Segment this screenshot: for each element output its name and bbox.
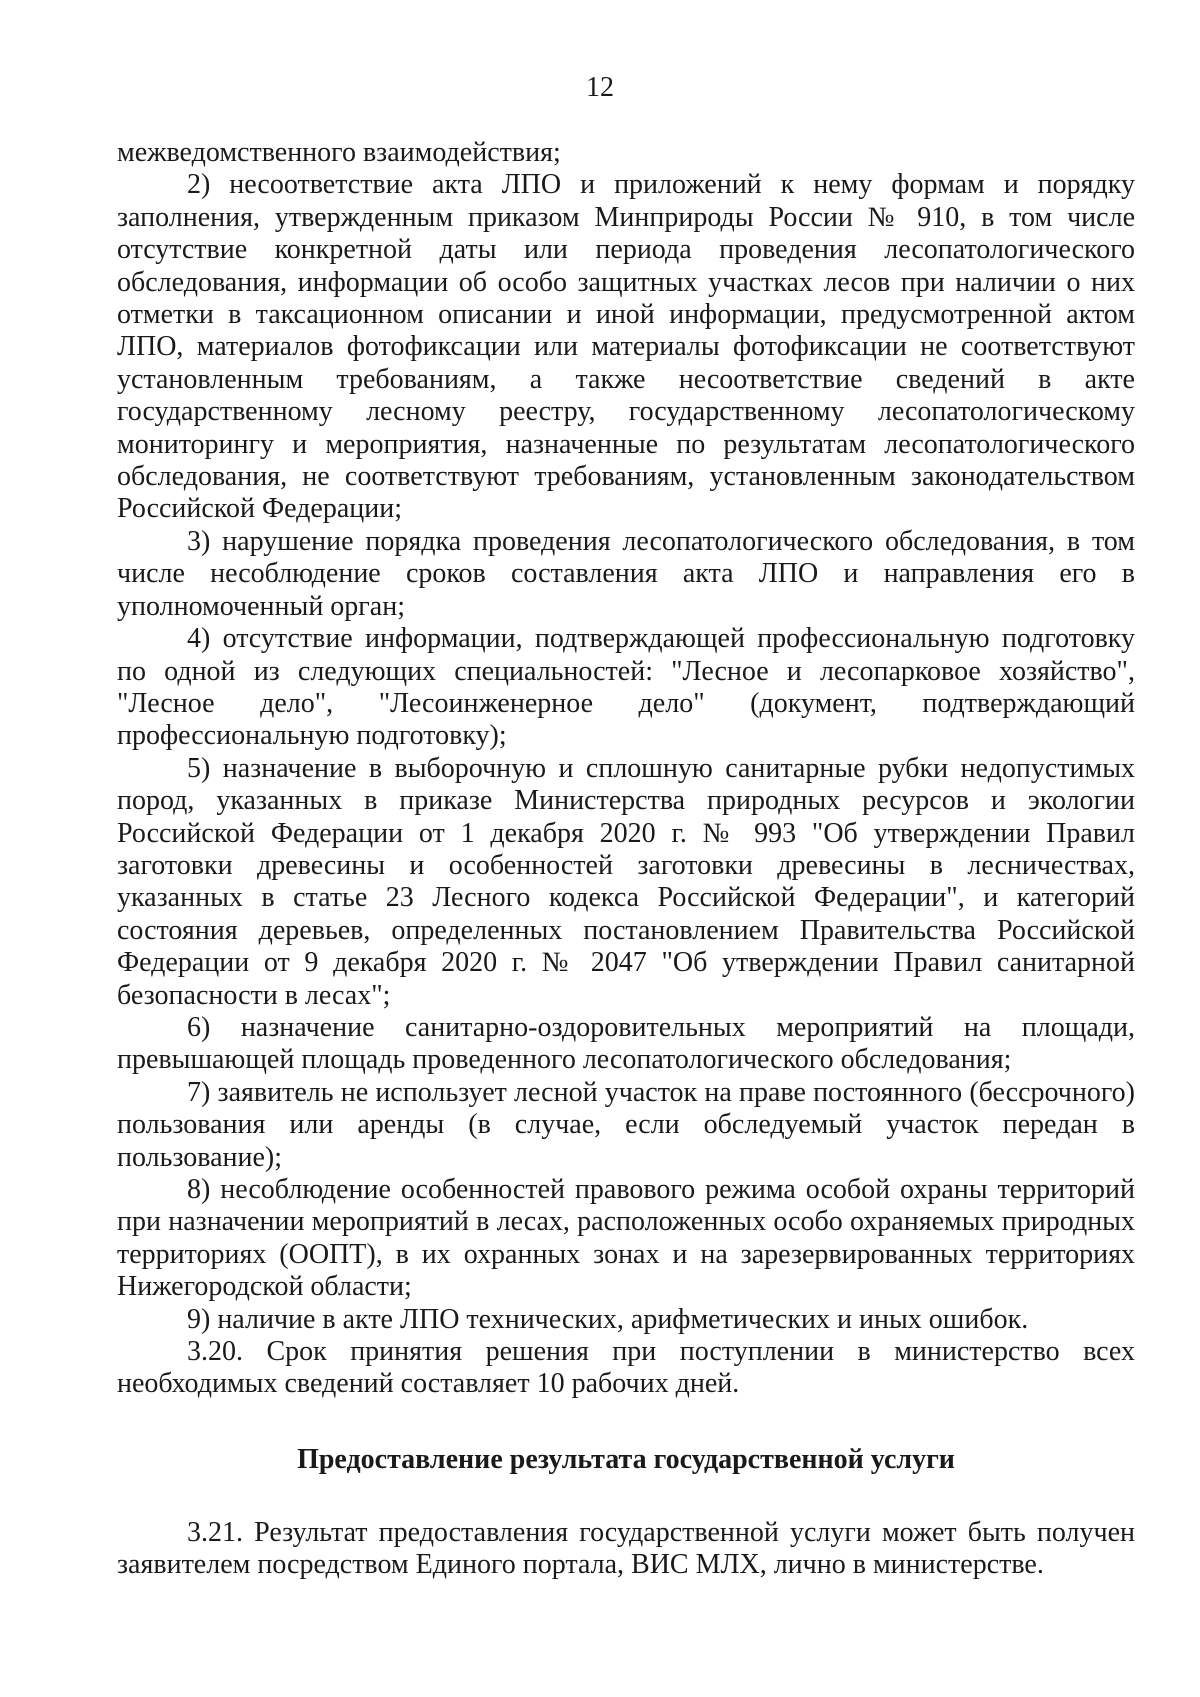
page-number: 12 bbox=[586, 72, 614, 103]
list-item-2: 2) несоответствие акта ЛПО и приложений к нему формам и порядку заполнения, утвержденным приказом Минприроды России № 910, в том числе отсутствие конкретной даты или периода проведения лесопатологического обследования, информации об особо защитных участках лесов при наличии о них отметки в таксационном описании и иной информации, предусмотренной актом ЛПО, материалов фотофиксации или материалы фотофиксации не соответствуют установленным требованиям, а также несоответствие сведений в акте государственному лесному реестру, государственному лесопатологическому мониторингу и мероприятия, назначенные по результатам лесопатологического обследования, не соответствуют требованиям, установленным законодательством Российской Федерации; bbox=[117, 169, 1135, 525]
document-body bbox=[117, 137, 1135, 1582]
list-item-9: 9) наличие в акте ЛПО технических, арифметических и иных ошибок. bbox=[187, 1303, 1029, 1335]
list-item-5: 5) назначение в выборочную и сплошную санитарные рубки недопустимых пород, указанных в приказе Министерства природных ресурсов и экологии Российской Федерации от 1 декабря 2020 г. № 993 "Об утверждении Правил заготовки древесины и особенностей заготовки древесины в лесничествах, указанных в статье 23 Лесного кодекса Российской Федерации", и категорий состояния деревьев, определенных постановлением Правительства Российской Федерации от 9 декабря 2020 г. № 2047 "Об утверждении Правил санитарной безопасности в лесах"; bbox=[117, 752, 1135, 1011]
list-item-4: 4) отсутствие информации, подтверждающей профессиональную подготовку по одной из следующих специальностей: "Лесное и лесопарковое хозяйство", "Лесное дело", "Лесоинженерное дело" (документ, подтверждающий профессиональную подготовку); bbox=[117, 623, 1135, 752]
list-item-8: 8) несоблюдение особенностей правового режима особой охраны территорий при назначении мероприятий в лесах, расположенных особо охраняемых природных территориях (ООПТ), в их охранных зонах и на зарезервированных территориях Нижегородской области; bbox=[117, 1174, 1135, 1303]
paragraph-continuation: межведомственного взаимодействия; bbox=[117, 137, 561, 168]
list-item-6: 6) назначение санитарно-оздоровительных мероприятий на площади, превышающей площадь проведенного лесопатологического обследования; bbox=[117, 1011, 1135, 1076]
section-heading: Предоставление результата государственной услуги bbox=[297, 1443, 955, 1475]
clause-3-20: 3.20. Срок принятия решения при поступлении в министерство всех необходимых сведений составляет 10 рабочих дней. bbox=[117, 1336, 1135, 1400]
clause-3-21: 3.21. Результат предоставления государственной услуги может быть получен заявителем посредством Единого портала, ВИС МЛХ, лично в министерстве. bbox=[117, 1516, 1135, 1581]
list-item-3: 3) нарушение порядка проведения лесопатологического обследования, в том числе несоблюдение сроков составления акта ЛПО и направления его в уполномоченный орган; bbox=[117, 525, 1135, 622]
list-item-7: 7) заявитель не использует лесной участок на праве постоянного (бессрочного) пользования или аренды (в случае, если обследуемый участок передан в пользование); bbox=[117, 1076, 1135, 1173]
